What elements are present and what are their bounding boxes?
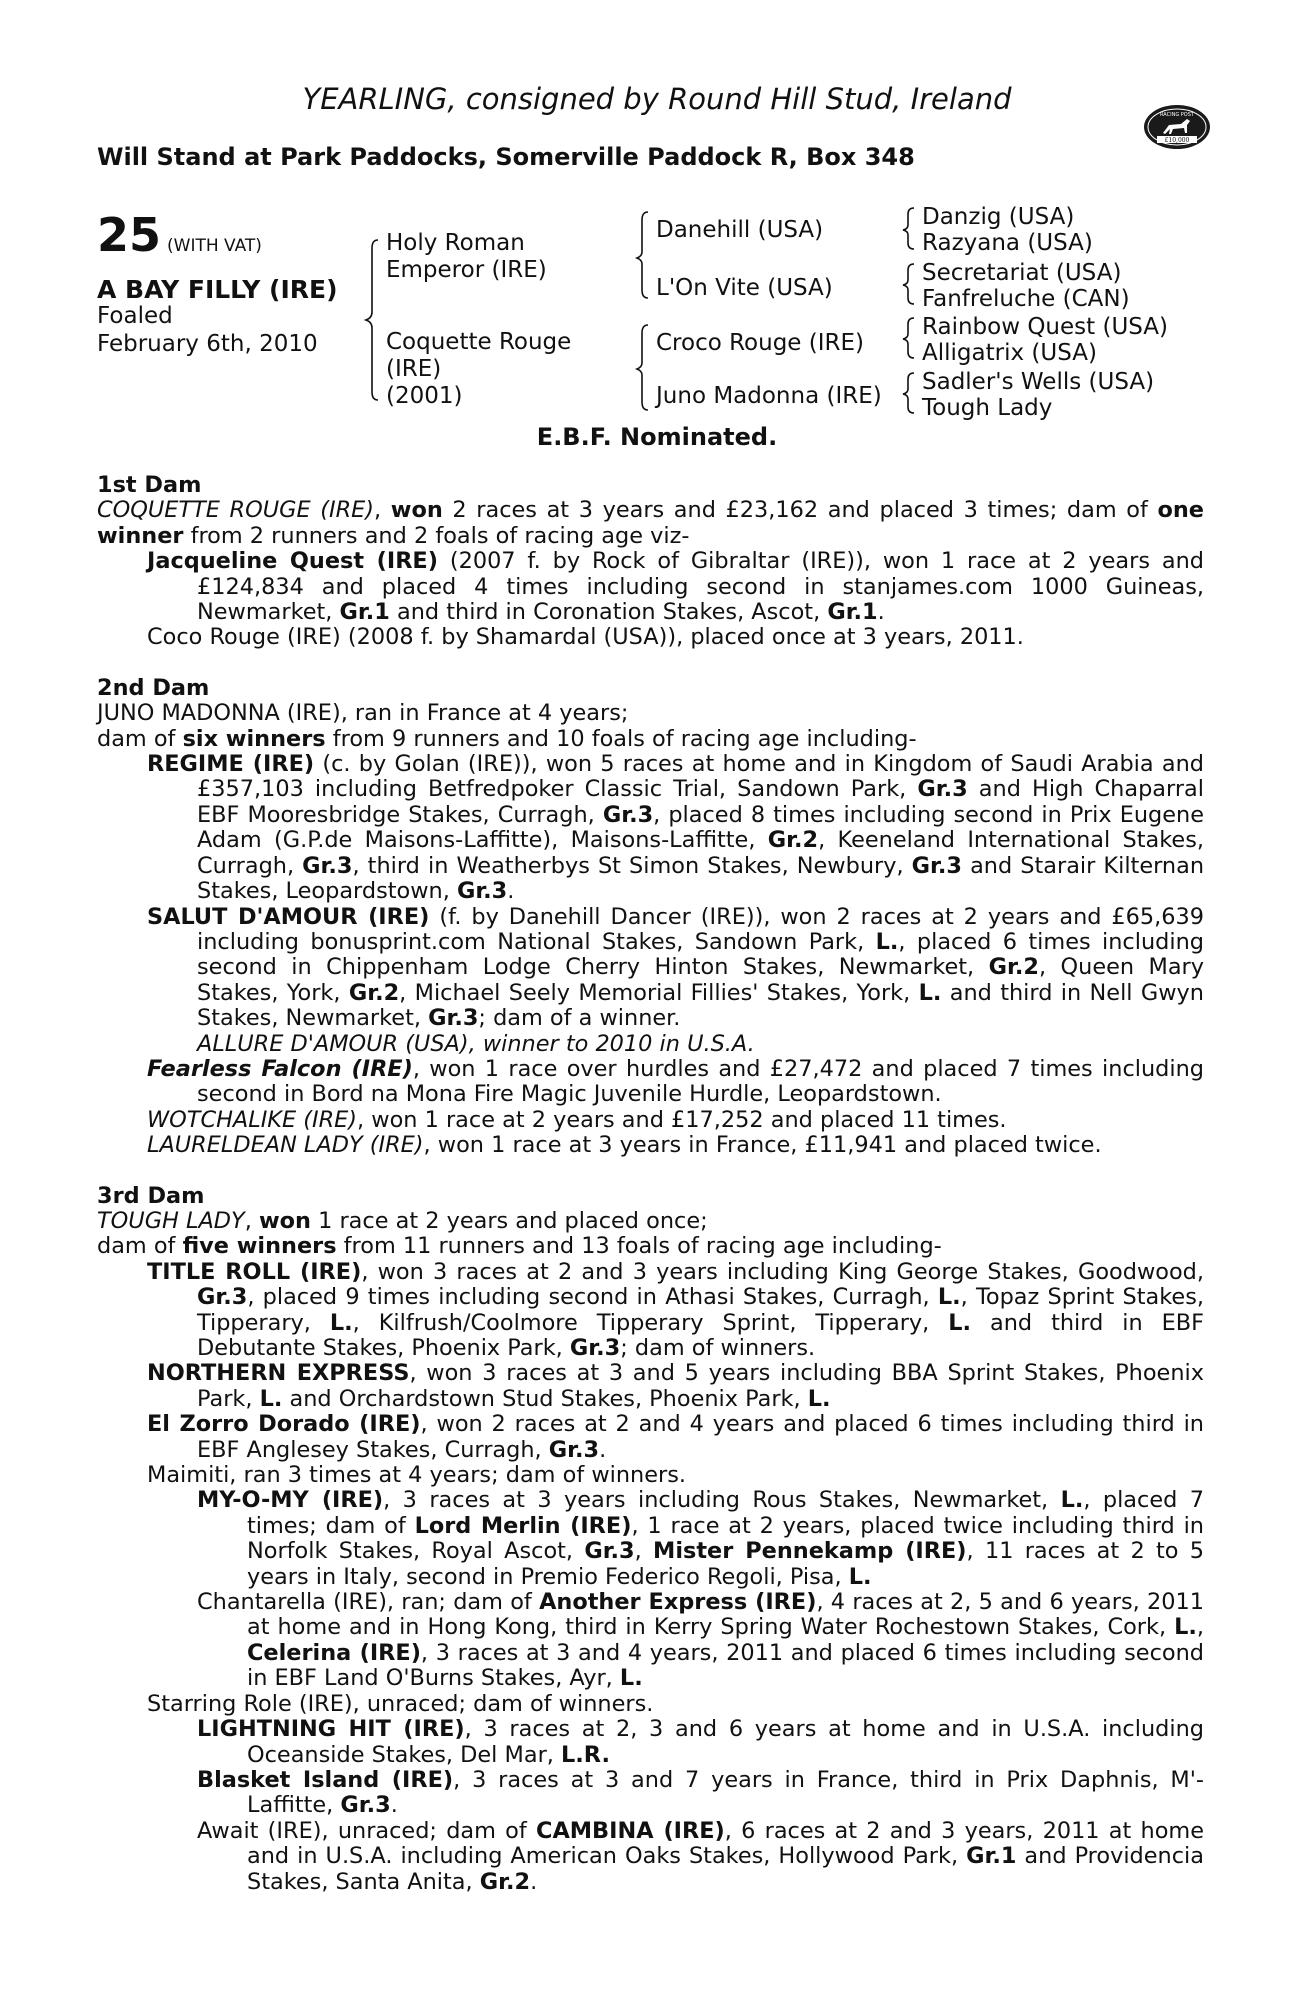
pedigree-entry: [97, 1108, 1204, 1133]
entry-text: L.: [848, 1563, 872, 1590]
entry-text: Gr.3: [456, 878, 508, 905]
entry-text: , won 1 race at 2 years and £17,252 and placed 11 times.: [357, 1106, 1007, 1133]
entry-text: REGIME (IRE): [147, 751, 315, 778]
pedigree-entry: [97, 727, 1204, 752]
entry-text: .: [390, 1792, 398, 1819]
entry-text: and High Chaparral EBF Mooresbridge Stakes, Curragh,: [197, 776, 1204, 828]
entry-text: ,: [634, 1538, 654, 1565]
entry-text: , placed 7 times; dam of: [247, 1487, 1204, 1539]
pedigree-g4: Fanfreluche (CAN): [922, 286, 1130, 312]
entry-text: (f. by Danehill Dancer (IRE)), won 2 races at 2 years and £65,639 including bonusprint.com National Stakes, Sandown Park,: [197, 903, 1204, 955]
entry-text: , 3 races at 3 and 7 years in France, third in Prix Daphnis, M'-Laffitte,: [247, 1766, 1204, 1819]
entry-text: TITLE ROLL (IRE): [147, 1258, 362, 1285]
entry-text: , Keeneland International Stakes, Curragh,: [197, 827, 1204, 879]
badge-top-text: RACING POST: [1160, 112, 1194, 118]
lot-name: A BAY FILLY (IRE): [97, 275, 338, 304]
entry-text: and third in Nell Gwyn Stakes, Newmarket,: [197, 979, 1204, 1032]
pedigree-entry: [97, 498, 1204, 549]
pedigree-entry: [97, 1133, 1204, 1158]
entry-text: 1 race at 2 years and placed once;: [310, 1207, 708, 1234]
entry-text: Gr.3: [548, 1436, 600, 1463]
entry-text: , Queen Mary Stakes, York,: [197, 954, 1204, 1006]
entry-text: , won 2 races at 2 and 4 years and placed 6 times including third in EBF Anglesey Stakes, Curragh,: [197, 1411, 1204, 1463]
entry-text: Gr.3: [428, 1005, 479, 1032]
entry-text: ; dam of winners.: [620, 1335, 816, 1361]
entry-text: Gr.3: [340, 1792, 391, 1819]
entry-text: , 3 races at 3 years including Rous Stakes, Newmarket,: [383, 1487, 1061, 1514]
entry-text: Maimiti, ran 3 times at 4 years; dam of winners.: [147, 1462, 686, 1489]
entry-text: Gr.1: [966, 1843, 1017, 1870]
entry-text: L.: [807, 1385, 831, 1412]
lot-number: 25: [97, 208, 162, 262]
entry-text: TOUGH LADY: [97, 1207, 245, 1234]
pedigree-g5: Rainbow Quest (USA): [922, 314, 1169, 340]
entry-text: L.: [875, 928, 899, 955]
pedigree-dam: [386, 329, 571, 410]
entry-text: one winner: [97, 497, 1204, 549]
dam-line-1: Coquette Rouge: [386, 329, 572, 355]
badge-amount-text: £10,000: [1164, 137, 1190, 144]
pedigree-entry: [97, 752, 1204, 904]
entry-text: , won 1 race at 3 years in France, £11,941 and placed twice.: [423, 1132, 1102, 1159]
pedigree-g8: Tough Lady: [922, 395, 1053, 421]
entry-text: Gr.3: [602, 801, 654, 828]
entry-text: 2 races at 3 years and £23,162 and placed 3 times; dam of: [442, 497, 1158, 524]
sire-line-1: Holy Roman: [386, 230, 525, 256]
entry-text: L.: [1174, 1614, 1197, 1641]
entry-text: L.R.: [561, 1741, 610, 1768]
pedigree-sire: [386, 230, 547, 284]
entry-text: , Topaz Sprint Stakes, Tipperary,: [197, 1284, 1204, 1336]
pedigree-sire-sire: Danehill (USA): [656, 217, 824, 243]
entry-text: Lord Merlin (IRE): [414, 1512, 632, 1539]
entry-text: L.: [619, 1665, 643, 1692]
pedigree-entry: [97, 1209, 1204, 1234]
entry-text: Gr.2: [479, 1868, 531, 1895]
dam-details: [97, 473, 1204, 1895]
entry-text: NORTHERN EXPRESS: [147, 1360, 410, 1387]
entry-text: ,: [374, 497, 391, 524]
entry-text: WOTCHALIKE (IRE): [147, 1106, 358, 1133]
section-gap: [97, 651, 1204, 676]
entry-text: Blasket Island (IRE): [197, 1766, 454, 1793]
entry-text: , Kilfrush/Coolmore Tipperary Sprint, Tipperary,: [352, 1309, 949, 1336]
entry-text: dam of: [97, 1233, 183, 1260]
foaled-info: [97, 302, 318, 358]
entry-text: and Providencia Stakes, Santa Anita,: [247, 1843, 1204, 1895]
entry-text: El Zorro Dorado (IRE): [147, 1411, 421, 1438]
pedigree-g2: Razyana (USA): [922, 230, 1093, 256]
pedigree-entry: [97, 905, 1204, 1032]
entry-text: ALLURE D'AMOUR (USA): [197, 1030, 469, 1057]
entry-text: L.: [937, 1284, 961, 1311]
entry-text: five winners: [182, 1233, 337, 1260]
entry-text: Gr.3: [302, 852, 353, 879]
entry-text: .: [599, 1436, 607, 1463]
vat-note: (WITH VAT): [167, 236, 262, 256]
section-heading: 1st Dam: [97, 472, 202, 498]
entry-text: L.: [329, 1309, 353, 1336]
entry-text: , placed 8 times including second in Prix Eugene Adam (G.P.de Maisons-Laffitte), Maisons-Laffitte,: [197, 801, 1205, 854]
entry-text: , 6 races at 2 and 3 years, 2011 at home and in U.S.A. including American Oaks Stakes, Hollywood Park,: [247, 1817, 1205, 1870]
section-gap: [97, 1159, 1204, 1184]
entry-text: Gr.1: [339, 599, 390, 626]
entry-text: from 11 runners and 13 foals of racing age including-: [336, 1233, 942, 1260]
foaled-date: February 6th, 2010: [97, 331, 318, 357]
entry-text: LIGHTNING HIT (IRE): [197, 1716, 465, 1743]
pedigree-entry: [97, 1032, 1204, 1057]
pedigree-entry: [97, 1057, 1204, 1108]
dam-line-3: (2001): [386, 383, 463, 409]
entry-text: ,: [244, 1207, 259, 1234]
entry-text: , won 1 race over hurdles and £27,472 and placed 7 times including second in Bord na Mona Fire Magic Juvenile Hurdle, Leopardstown.: [197, 1055, 1205, 1108]
section-heading: 2nd Dam: [97, 674, 210, 701]
entry-text: Gr.3: [917, 776, 968, 803]
entry-text: Coco Rouge (IRE) (2008 f. by Shamardal (USA)), placed once at 3 years, 2011.: [147, 624, 1024, 651]
entry-text: Gr.3: [911, 852, 962, 879]
entry-text: , Michael Seely Memorial Fillies' Stakes, York,: [399, 979, 919, 1006]
entry-text: Gr.3: [584, 1538, 635, 1565]
entry-text: CAMBINA (IRE): [536, 1817, 725, 1844]
entry-text: L.: [948, 1309, 972, 1336]
ebf-nominated: E.B.F. Nominated.: [536, 423, 778, 451]
entry-text: and Orchardstown Stud Stakes, Phoenix Park,: [282, 1385, 808, 1412]
entry-text: COQUETTE ROUGE (IRE): [97, 497, 375, 524]
sire-line-2: Emperor (IRE): [386, 257, 547, 283]
entry-text: Gr.2: [767, 827, 819, 854]
entry-text: won: [390, 497, 443, 524]
entry-text: LAURELDEAN LADY (IRE): [147, 1132, 424, 1159]
entry-text: Celerina (IRE): [247, 1639, 421, 1666]
entry-text: Starring Role (IRE), unraced; dam of winners.: [147, 1690, 654, 1717]
entry-text: .: [507, 878, 515, 905]
entry-text: SALUT D'AMOUR (IRE): [147, 903, 430, 930]
pedigree-g1: Danzig (USA): [922, 204, 1075, 230]
entry-text: and third in Coronation Stakes, Ascot,: [389, 599, 828, 626]
pedigree-entry: [97, 1692, 1204, 1717]
pedigree-g7: Sadler's Wells (USA): [922, 369, 1155, 395]
entry-text: Gr.2: [988, 954, 1039, 981]
pedigree-entry: [97, 1234, 1204, 1259]
entry-text: .: [530, 1868, 538, 1895]
pedigree-entry: [97, 625, 1204, 650]
stand-location: Will Stand at Park Paddocks, Somerville Paddock R, Box 348: [97, 143, 915, 171]
entry-text: six winners: [182, 725, 326, 752]
entry-text: , winner to 2010 in U.S.A.: [468, 1030, 755, 1057]
entry-text: Chantarella (IRE), ran; dam of: [197, 1589, 540, 1616]
entry-text: , 4 races at 2, 5 and 6 years, 2011 at home and in Hong Kong, third in Kerry Spring Water Rochestown Stakes, Cork,: [247, 1589, 1204, 1641]
entry-text: (2007 f. by Rock of Gibraltar (IRE)), won 1 race at 2 years and £124,834 and placed 4 times including second in stanjames.com 1000 Guineas, Newmarket,: [197, 548, 1204, 626]
entry-text: ,: [1196, 1614, 1204, 1641]
pedigree-entry: [97, 701, 1204, 726]
dam-line-2: (IRE): [386, 356, 442, 382]
entry-text: Gr.2: [348, 979, 400, 1006]
entry-text: , won 3 races at 2 and 3 years including King George Stakes, Goodwood,: [361, 1258, 1204, 1285]
entry-text: Fearless Falcon (IRE): [147, 1055, 413, 1082]
entry-text: and Starair Kilternan Stakes, Leopardstown,: [197, 852, 1205, 905]
pedigree-sire-dam: L'On Vite (USA): [656, 275, 833, 301]
entry-text: , 1 race at 2 years, placed twice including third in Norfolk Stakes, Royal Ascot,: [247, 1512, 1204, 1565]
entry-text: , 3 races at 3 and 4 years, 2011 and placed 6 times including second in EBF Land O'Burns Stakes, Ayr,: [247, 1639, 1204, 1692]
pedigree-entry: [97, 1463, 1204, 1488]
pedigree-entry: [97, 1488, 1204, 1590]
pedigree-entry: [97, 1361, 1204, 1412]
entry-text: (c. by Golan (IRE)), won 5 races at home and in Kingdom of Saudi Arabia and £357,103 including Betfredpoker Classic Trial, Sandown Park,: [197, 751, 1204, 803]
pedigree-entry: [97, 1590, 1204, 1692]
pedigree-entry: [97, 1412, 1204, 1463]
pedigree-entry: [97, 1717, 1204, 1768]
pedigree-g6: Alligatrix (USA): [922, 340, 1097, 366]
entry-text: Another Express (IRE): [539, 1589, 817, 1616]
pedigree-entry: [97, 549, 1204, 625]
lot-number-block: [97, 208, 262, 262]
entry-text: won: [258, 1207, 311, 1234]
entry-text: Mister Pennekamp (IRE): [653, 1538, 967, 1565]
entry-text: Await (IRE), unraced; dam of: [197, 1817, 537, 1844]
pedigree-entry: [97, 1768, 1204, 1819]
pedigree-entry: [97, 1260, 1204, 1362]
entry-text: .: [877, 599, 885, 626]
entry-text: , placed 6 times including second in Chippenham Lodge Cherry Hinton Stakes, Newmarket,: [197, 928, 1204, 981]
entry-text: from 9 runners and 10 foals of racing age including-: [325, 725, 917, 752]
foaled-label: Foaled: [97, 303, 173, 329]
pedigree-g3: Secretariat (USA): [922, 260, 1122, 286]
yearling-bonus-badge: [1143, 103, 1211, 151]
entry-text: Gr.1: [827, 599, 878, 626]
pedigree-dam-sire: Croco Rouge (IRE): [656, 330, 865, 356]
entry-text: , 11 races at 2 to 5 years in Italy, second in Premio Federico Regoli, Pisa,: [247, 1538, 1204, 1590]
entry-text: and third in EBF Debutante Stakes, Phoenix Park,: [197, 1309, 1205, 1361]
entry-text: , third in Weatherbys St Simon Stakes, Newbury,: [352, 852, 912, 879]
entry-text: Gr.3: [197, 1284, 248, 1311]
entry-text: Jacqueline Quest (IRE): [147, 548, 438, 575]
entry-text: ; dam of a winner.: [478, 1005, 681, 1032]
entry-text: Gr.3: [569, 1335, 621, 1361]
entry-text: , placed 9 times including second in Athasi Stakes, Curragh,: [247, 1284, 938, 1311]
pedigree-dam-dam: Juno Madonna (IRE): [656, 383, 882, 409]
entry-text: from 2 runners and 2 foals of racing age viz-: [183, 522, 690, 549]
entry-text: L.: [1060, 1487, 1084, 1514]
entry-text: L.: [918, 979, 942, 1006]
entry-text: L.: [259, 1385, 283, 1412]
page-title: YEARLING, consigned by Round Hill Stud, Ireland: [302, 82, 1012, 116]
pedigree-entry: [97, 1819, 1204, 1895]
section-heading: 3rd Dam: [97, 1182, 205, 1209]
entry-text: dam of: [97, 725, 183, 752]
entry-text: , 3 races at 2, 3 and 6 years at home and in U.S.A. including Oceanside Stakes, Del Mar,: [247, 1716, 1204, 1768]
entry-text: MY-O-MY (IRE): [197, 1487, 384, 1514]
entry-text: JUNO MADONNA (IRE), ran in France at 4 years;: [97, 700, 629, 727]
entry-text: , won 3 races at 3 and 5 years including BBA Sprint Stakes, Phoenix Park,: [197, 1360, 1204, 1412]
